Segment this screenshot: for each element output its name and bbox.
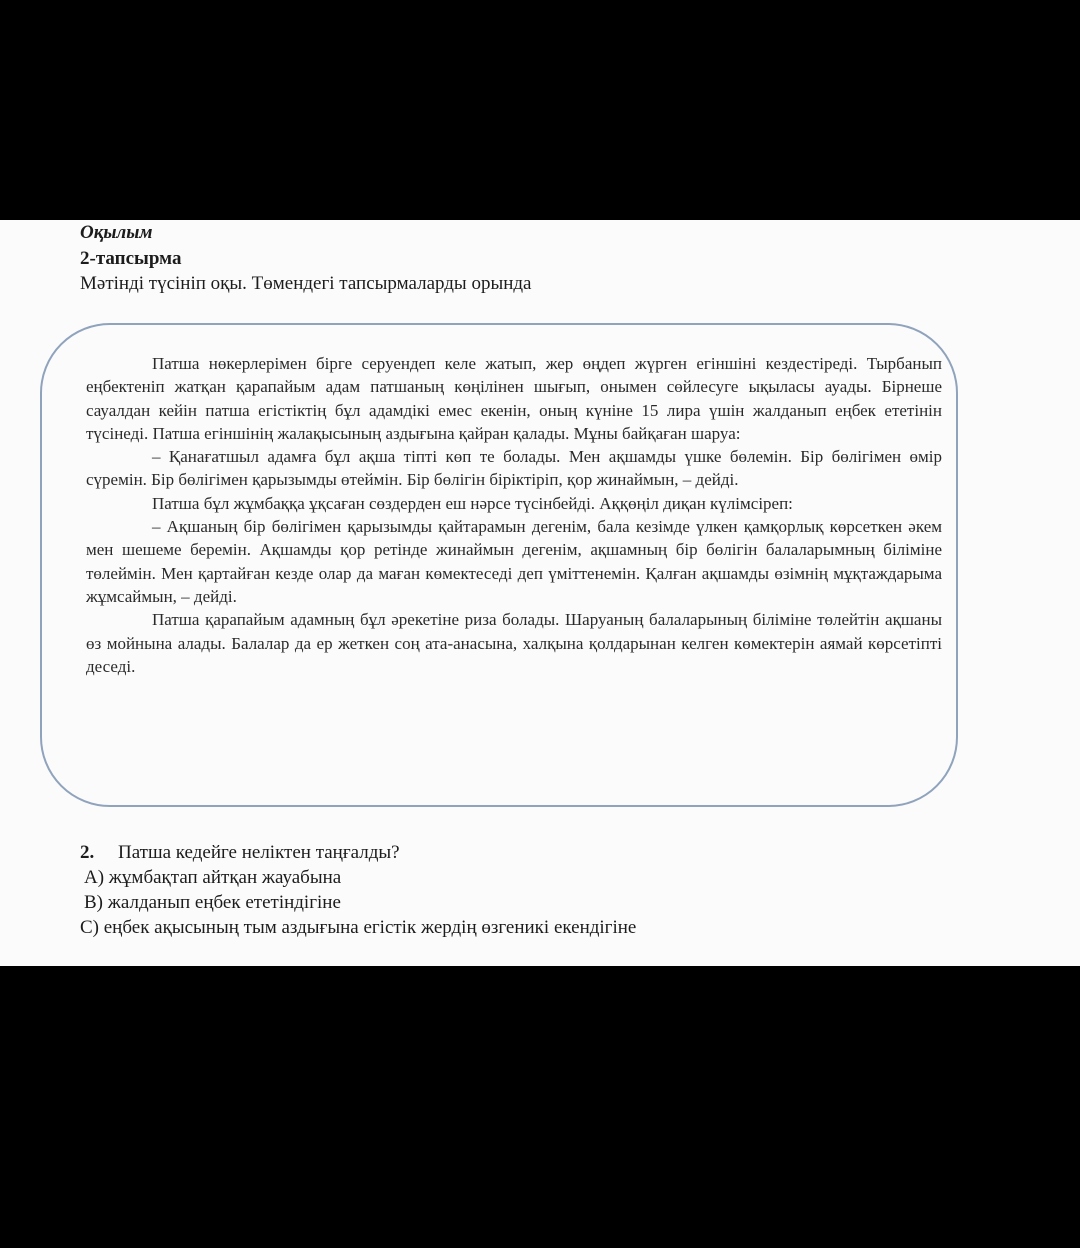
passage-paragraph-4: – Ақшаның бір бөлігімен қарызымды қайтарамын дегенім, бала кезімде үлкен қамқорлық көрсеткен әкем мен шешеме беремін. Ақшамды қор ретінде жинаймын дегенім, ақшамның бір бөлігін балаларымның біліміне төлеймін. Мен қартайған кезде олар да маған көмектеседі деп үміттенемін. Қалған ақшамды өзімнің мұқтаждарыма жұмсаймын, – дейді. — [86, 517, 942, 606]
answer-option-b[interactable]: B) жалданып еңбек ететіндігіне — [84, 892, 341, 913]
answer-option-c[interactable]: C) еңбек ақысының тым аздығына егістік жердің өзгеникі екендігіне — [80, 917, 637, 938]
answer-option-a[interactable]: A) жұмбақтап айтқан жауабына — [84, 867, 342, 888]
question-text: Патша кедейге неліктен таңғалды? — [118, 842, 400, 863]
task-instruction: Мәтінді түсініп оқы. Төмендегі тапсырмаларды орында — [80, 273, 532, 294]
passage-paragraph-5: Патша қарапайым адамның бұл әрекетіне риза болады. Шаруаның балаларының біліміне төлейтін ақшаны өз мойнына алады. Балалар да ер жеткен соң ата-анасына, халқына қолдарынан келген көмектерін аямай көрсетіпті деседі. — [86, 610, 942, 676]
passage-paragraph-2: – Қанағатшыл адамға бұл ақша тіпті көп те болады. Мен ақшамды үшке бөлемін. Бір бөлігімен өмір сүремін. Бір бөлігімен қарызымды өтеймін. Бір бөлігін біріктіріп, қор жинаймын, – дейді. — [86, 447, 942, 490]
passage-paragraph-1: Патша нөкерлерімен бірге серуендеп келе жатып, жер өңдеп жүрген егіншіні кездестіреді. Тырбанып еңбектеніп жатқан қарапайым адам патшаның көңілінен шығып, онымен сөйлесуге ықыласы ауады. Бірнеше сауалдан кейін патша егістіктің бұл адамдікі емес екенін, оның күніне 15 лира үшін жалданып еңбек ететінін түсінеді. Патша егіншінің жалақысының аздығына қайран қалады. Мұны байқаған шаруа: — [86, 354, 942, 443]
question-block — [80, 840, 980, 940]
question-number: 2. — [80, 842, 95, 863]
passage-paragraph-3: Патша бұл жұмбаққа ұқсаған сөздерден еш нәрсе түсінбейді. Аққөңіл диқан күлімсіреп: — [152, 493, 793, 513]
question-line — [80, 840, 980, 865]
section-title: Оқылым — [80, 222, 153, 243]
task-title: 2-тапсырма — [80, 248, 182, 269]
reading-passage — [86, 352, 942, 678]
